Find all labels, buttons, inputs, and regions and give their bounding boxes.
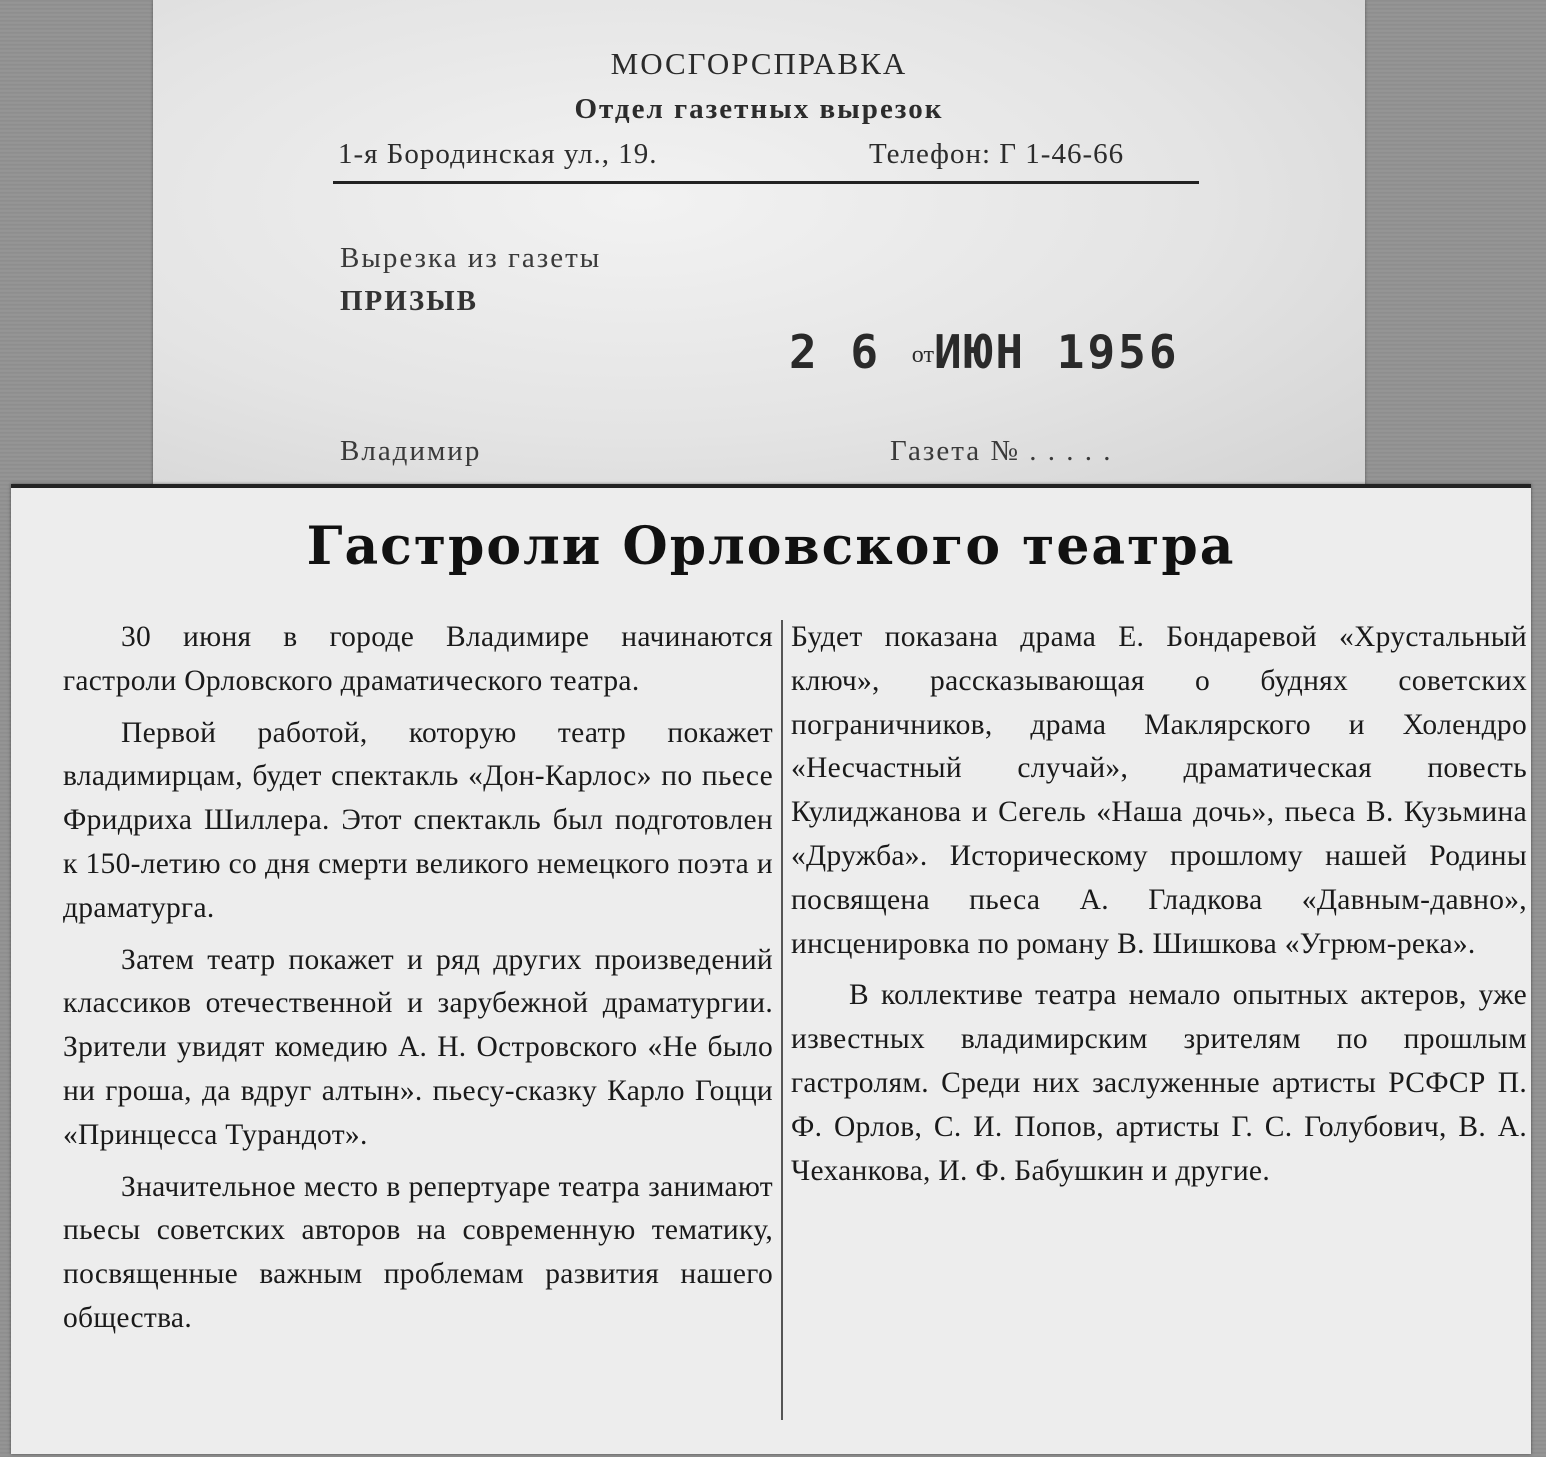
agency-header-slip <box>153 0 1365 500</box>
newspaper-name: ПРИЗЫВ <box>340 285 478 317</box>
header-rule <box>333 181 1199 184</box>
date-stamp <box>789 325 1180 379</box>
article-paragraph: Первой работой, которую театр покажет владимирцам, будет спектакль «Дон-Карлос» по пьесе Фридриха Шиллера. Этот спектакль был подготовлен к 150-летию со дня смерти великого немецкого поэта и драматурга. <box>63 716 773 924</box>
article-paragraph: 30 июня в городе Владимире начинаются гастроли Орловского драматического театра. <box>63 621 773 697</box>
agency-address: 1-я Бородинская ул., 19. <box>338 138 658 170</box>
article-paragraph: В коллективе театра немало опытных актеров, уже известных владимирским зрителям по прошлым гастролям. Среди них заслуженные артисты РСФСР П. Ф. Орлов, С. И. Попов, артисты Г. С. Голубович, В. А. Чеханкова, И. Ф. Бабушкин и другие. <box>791 979 1527 1187</box>
newspaper-clipping <box>11 484 1531 1454</box>
agency-phone: Телефон: Г 1-46-66 <box>869 138 1125 170</box>
column-divider <box>781 620 783 1420</box>
article-headline: Гастроли Орловского театра <box>306 516 1236 577</box>
newspaper-number: Газета № . . . . . <box>890 435 1113 467</box>
article-column-right <box>791 616 1527 1201</box>
city-name: Владимир <box>340 435 482 467</box>
clipping-label: Вырезка из газеты <box>340 242 602 274</box>
stamp-from: от <box>911 342 934 368</box>
article-column-left <box>63 616 773 1349</box>
article-paragraph: Значительное место в репертуаре театра занимают пьесы советских авторов на современную тематику, посвященные важным проблемам развития нашего общества. <box>63 1170 773 1334</box>
article-paragraph: Будет показана драма Е. Бондаревой «Хрустальный ключ», рассказывающая о буднях советских пограничников, драма Маклярского и Холендро «Несчастный случай», драматическая повесть Кулиджанова и Сегель «Наша дочь», пьеса В. Кузьмина «Дружба». Историческому прошлому нашей Родины посвящена пьеса А. Гладкова «Давным-давно», инсценировка по роману В. Шишкова «Угрюм-река». <box>791 621 1527 960</box>
stamp-month-year: ИЮН 1956 <box>933 325 1180 379</box>
stamp-day: 2 6 <box>789 325 882 379</box>
department-name: Отдел газетных вырезок <box>574 93 944 125</box>
article-paragraph: Затем театр покажет и ряд других произведений классиков отечественной и зарубежной драматургии. Зрители увидят комедию А. Н. Островского «Не было ни гроша, да вдруг алтын». пьесу-сказку Карло Гоцци «Принцесса Турандот». <box>63 943 773 1151</box>
organization-name: МОСГОРСПРАВКА <box>610 46 908 81</box>
